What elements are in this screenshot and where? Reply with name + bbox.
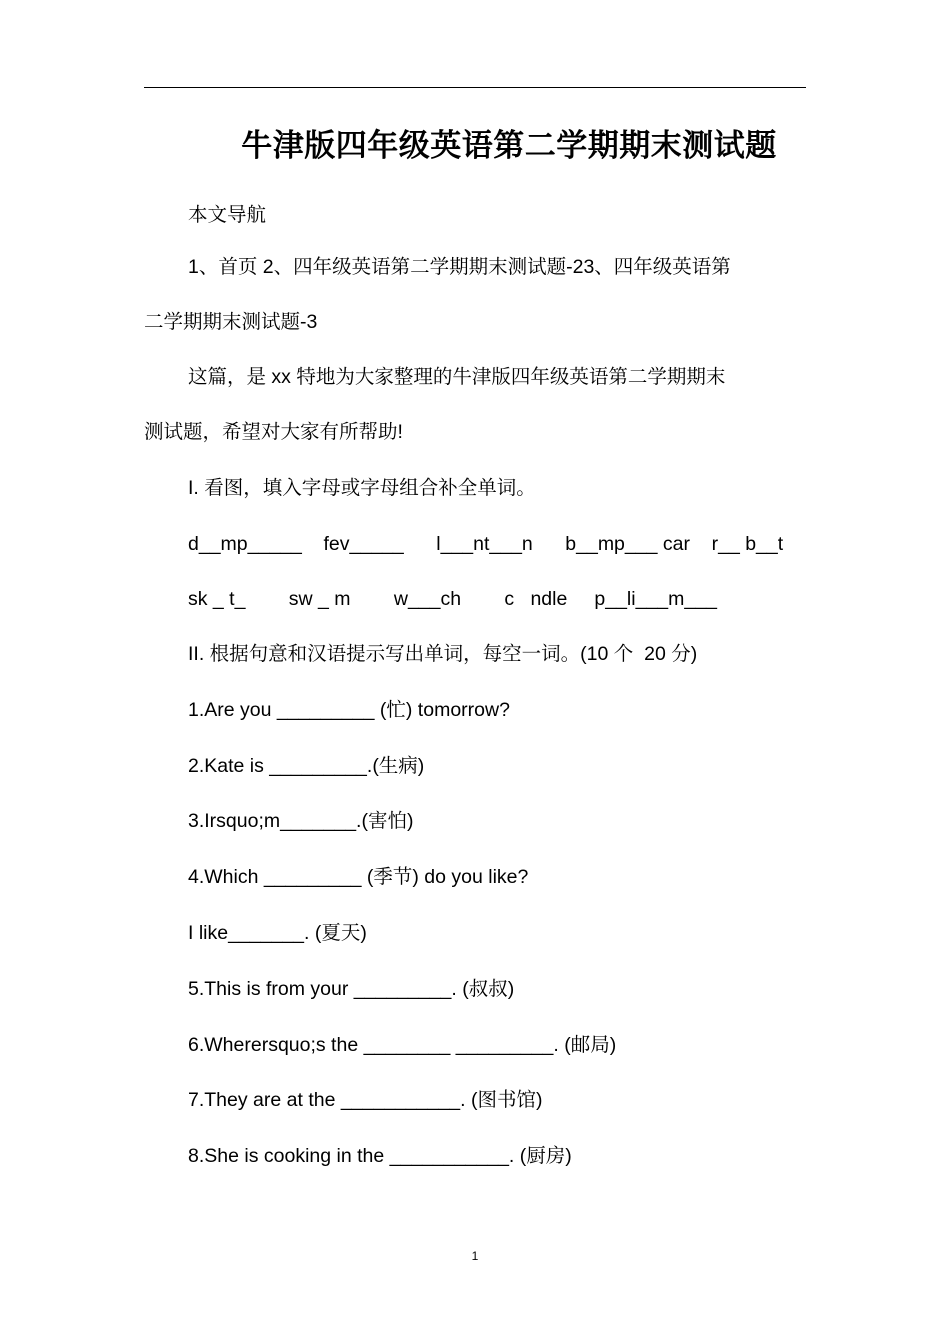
page-number: 1: [471, 1249, 479, 1263]
question-2: 2.Kate is _________.(生病): [188, 755, 425, 777]
question-1: 1.Are you _________ (忙) tomorrow?: [188, 699, 510, 721]
nav-line-1: 1、首页 2、四年级英语第二学期期末测试题-23、四年级英语第: [188, 256, 731, 278]
question-4-answer-line: I like_______. (夏天): [188, 922, 367, 944]
word-blanks-row-1: d__mp_____ fev_____ l___nt___n b__mp___ car r__ b__t: [188, 533, 784, 555]
section-1-heading: I. 看图，填入字母或字母组合补全单词。: [188, 477, 536, 499]
section-2-heading: II. 根据句意和汉语提示写出单词，每空一词。(10 个 20 分): [188, 643, 698, 665]
intro-line-2: 测试题，希望对大家有所帮助!: [144, 421, 403, 443]
question-6: 6.Wherersquo;s the ________ _________. (邮局): [188, 1034, 617, 1056]
question-3: 3.Irsquo;m_______.(害怕): [188, 810, 414, 832]
nav-line-2: 二学期期末测试题-3: [144, 311, 318, 333]
question-4: 4.Which _________ (季节) do you like?: [188, 866, 529, 888]
question-8: 8.She is cooking in the ___________. (厨房): [188, 1145, 572, 1167]
question-7: 7.They are at the ___________. (图书馆): [188, 1089, 543, 1111]
question-5: 5.This is from your _________. (叔叔): [188, 978, 515, 1000]
intro-line-1: 这篇，是 xx 特地为大家整理的牛津版四年级英语第二学期期末: [188, 366, 726, 388]
document-title: 牛津版四年级英语第二学期期末测试题: [241, 128, 777, 164]
header-rule: [144, 87, 806, 88]
nav-heading: 本文导航: [188, 204, 267, 226]
word-blanks-row-2: sk _ t_ sw _ m w___ch c ndle p__li___m___: [188, 588, 717, 610]
